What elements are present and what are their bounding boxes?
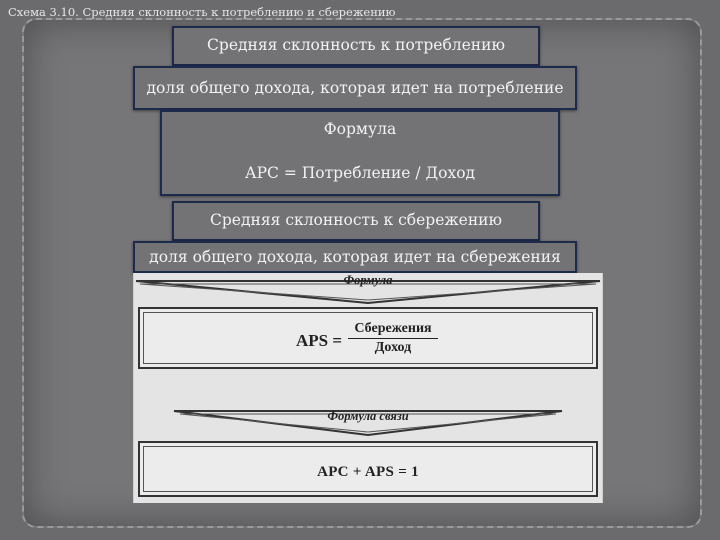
link-formula: APC + APS = 1 — [317, 464, 419, 480]
apc-title-box — [172, 26, 540, 66]
aps-denominator: Доход — [374, 340, 412, 355]
apc-definition: доля общего дохода, которая идет на потребление — [146, 79, 564, 97]
aps-definition: доля общего дохода, которая идет на сбережения — [149, 248, 561, 266]
apc-formula-label: Формула — [323, 120, 397, 138]
apc-title: Средняя склонность к потреблению — [207, 36, 505, 54]
figure-caption: Схема 3.10. Средняя склонность к потреблению и сбережению — [8, 5, 396, 19]
aps-numerator: Сбережения — [354, 321, 432, 336]
aps-definition-box — [133, 241, 577, 273]
aps-title: Средняя склонность к сбережению — [210, 211, 502, 229]
scan-formula-label: Формула — [343, 273, 393, 287]
scanned-formula-panel — [133, 273, 603, 503]
aps-symbol: APS = — [296, 331, 343, 350]
apc-formula-box — [160, 110, 560, 196]
apc-definition-box — [133, 66, 577, 110]
fraction-bar — [348, 338, 438, 339]
link-formula-label: Формула связи — [327, 409, 409, 423]
aps-title-box — [172, 201, 540, 241]
apc-formula: АРС = Потребление / Доход — [244, 164, 476, 182]
